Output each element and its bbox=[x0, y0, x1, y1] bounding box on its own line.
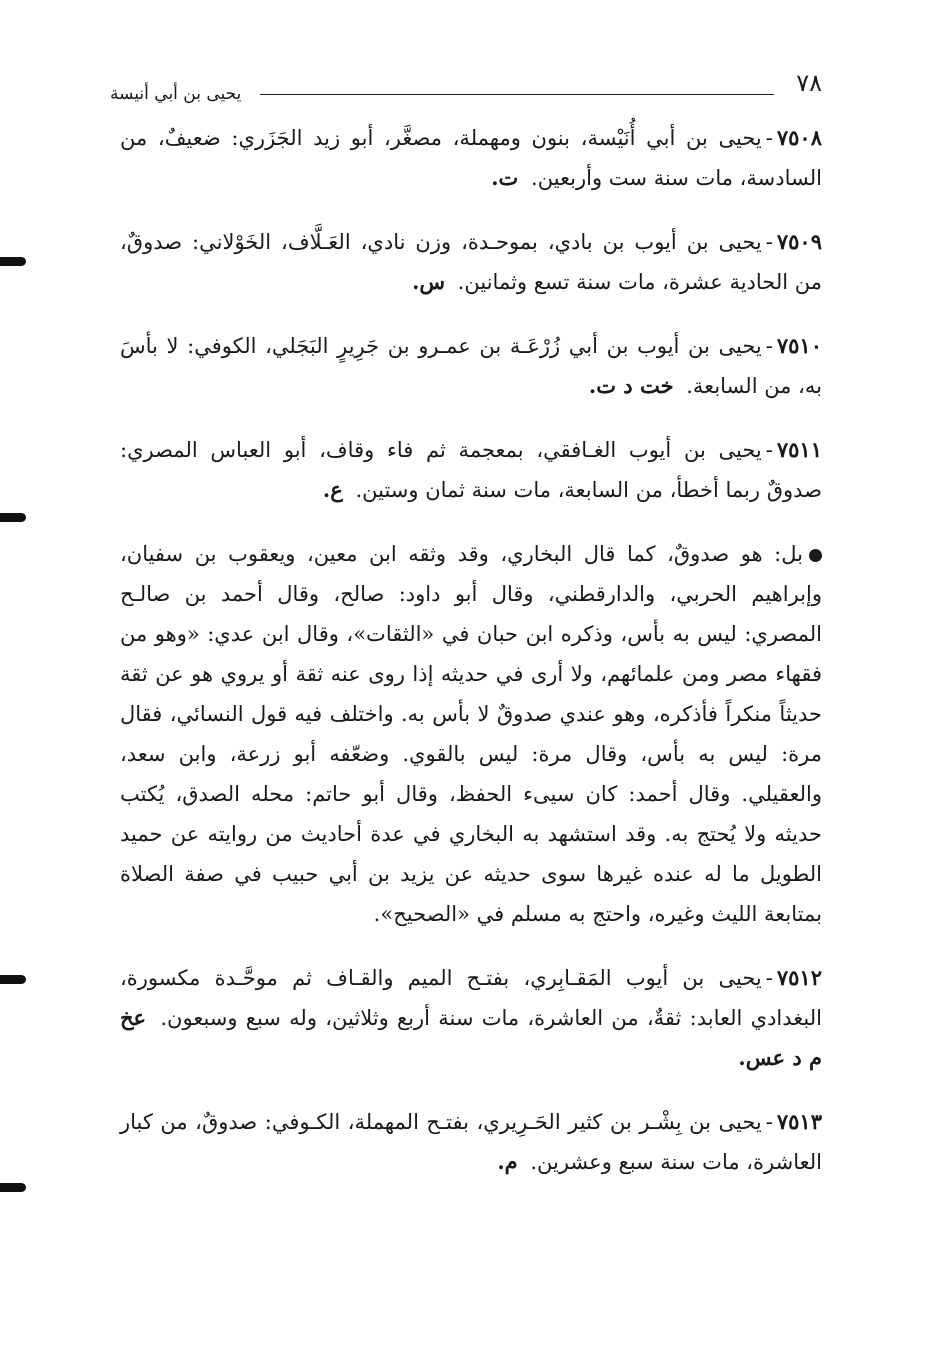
entry-separator: - bbox=[765, 230, 773, 254]
page-number: ٧٨ bbox=[796, 69, 822, 97]
page-body bbox=[120, 118, 822, 1206]
source-codes: عخ م د عس. bbox=[120, 1005, 822, 1070]
entry-7512 bbox=[120, 958, 822, 1078]
entry-text: يحيى بن أبي أُنَيْسة، بنون ومهملة، مصغَّر، أبو زيد الجَزَري: ضعيفٌ، من السادسة، مات سنة ست وأربعين. bbox=[120, 126, 822, 190]
entry-number: ٧٥١٢ bbox=[776, 965, 822, 990]
entry-7508 bbox=[120, 118, 822, 198]
running-title: يحيى بن أبي أنيسة bbox=[110, 84, 242, 104]
entry-text: يحيى بن أيوب المَقـابِري، بفتـح الميم والقـاف ثم موحَّـدة مكسورة، البغدادي العابد: ثقةٌ، من العاشرة، مات سنة أربع وثلاثين، وله سبع وسبعون. bbox=[120, 966, 822, 1030]
entry-separator: - bbox=[765, 438, 773, 462]
source-codes: ع. bbox=[322, 477, 343, 502]
entry-7509 bbox=[120, 222, 822, 302]
commentary-note bbox=[120, 534, 822, 934]
source-codes: خت د ت. bbox=[588, 373, 674, 398]
bullet-icon bbox=[809, 549, 822, 562]
scan-edge-mark bbox=[0, 257, 26, 266]
entry-separator: - bbox=[765, 126, 773, 150]
commentary-text: بل: هو صدوقٌ، كما قال البخاري، وقد وثقه ابن معين، ويعقوب بن سفيان، وإبراهيم الحربي، والدارقطني، وقال أبو داود: صالح، وقال أحمد بن صالـح المصري: ليس به بأس، وذكره ابن حبان في «الثقات»، وقال ابن عدي: «وهو من فقهاء مصر ومن علمائهم، ولا أرى في حديثه إذا روى عنه ثقة أو يروي هو عن ثقة حديثاً منكراً فأذكره، وهو عندي صدوقٌ لا بأس به. واختلف فيه قول النسائي، فقال مرة: ليس به بأس، وقال مرة: ليس بالقوي. وضعّفه أبو زرعة، وابن سعد، والعقيلي. وقال أحمد: كان سيىء الحفظ، وقال أبو حاتم: محله الصدق، يُكتب حديثه ولا يُحتج به. وقد استشهد به البخاري في عدة أحاديث من روايته عن حميد الطويل ما له عنده غيرها سوى حديثه عن يزيد بن أبي حبيب في صفة الصلاة بمتابعة الليث وغيره، واحتج به مسلم في «الصحيح». bbox=[120, 542, 823, 926]
source-codes: ت. bbox=[491, 165, 519, 190]
entry-separator: - bbox=[765, 1110, 773, 1134]
scan-edge-mark bbox=[0, 513, 26, 522]
entry-text: يحيى بن أيوب بن أبي زُرْعَـة بن عمـرو بن جَرِيرٍ البَجَلي، الكوفي: لا بأسَ به، من السابعة. bbox=[120, 334, 822, 398]
entry-text: يحيى بن أيوب الغـافقي، بمعجمة ثم فاء وقاف، أبو العباس المصري: صدوقٌ ربما أخطأ، من السابعة، مات سنة ثمان وستين. bbox=[120, 438, 822, 502]
scan-edge-mark bbox=[0, 975, 26, 984]
entry-number: ٧٥١٣ bbox=[776, 1109, 822, 1134]
entry-text: يحيى بن بِشْـر بن كثير الحَـرِيري، بفتـح المهملة، الكـوفي: صدوقٌ، من كبار العاشرة، مات سنة سبع وعشرين. bbox=[120, 1110, 822, 1174]
entry-7511 bbox=[120, 430, 822, 510]
header-rule bbox=[260, 94, 774, 95]
entry-separator: - bbox=[765, 334, 773, 358]
entry-number: ٧٥١١ bbox=[776, 437, 822, 462]
source-codes: س. bbox=[412, 269, 446, 294]
entry-number: ٧٥٠٨ bbox=[776, 125, 822, 150]
source-codes: م. bbox=[497, 1149, 518, 1174]
entry-number: ٧٥٠٩ bbox=[776, 229, 822, 254]
entry-7510 bbox=[120, 326, 822, 406]
scan-edge-mark bbox=[0, 1183, 26, 1192]
entry-number: ٧٥١٠ bbox=[776, 333, 822, 358]
entry-text: يحيى بن أيوب بن بادي، بموحـدة، وزن نادي، العَـلَّاف، الخَوْلاني: صدوقٌ، من الحادية عشرة، مات سنة تسع وثمانين. bbox=[120, 230, 822, 294]
entry-7513 bbox=[120, 1102, 822, 1182]
page-header bbox=[110, 70, 822, 110]
entry-separator: - bbox=[765, 966, 773, 990]
